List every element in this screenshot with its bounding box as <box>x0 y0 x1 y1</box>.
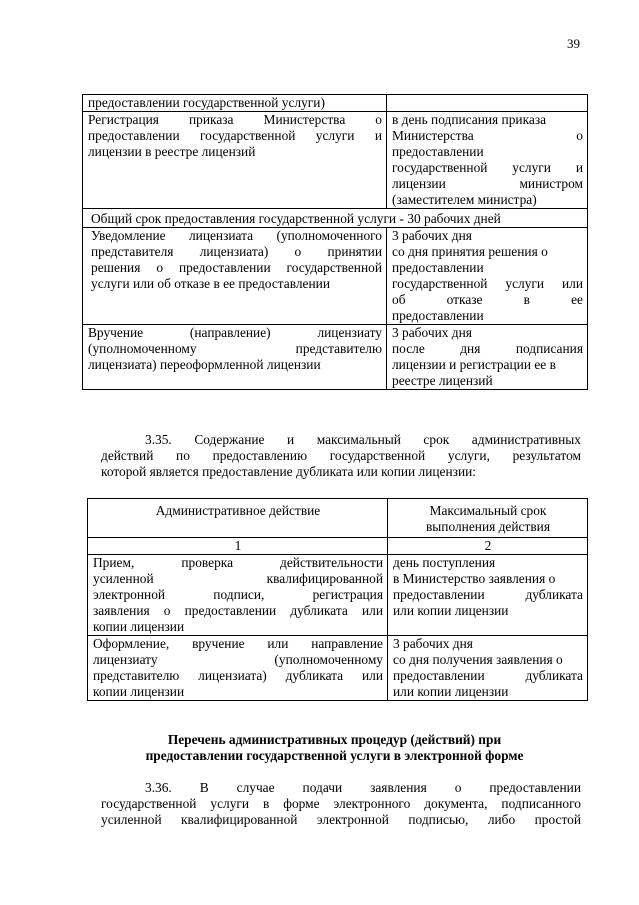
table-row <box>83 95 588 112</box>
table-row <box>83 209 588 228</box>
table-number-row <box>88 538 588 555</box>
table-cell: 3 рабочих дня после дня подписания лицензии и регистрации ее в реестре лицензий <box>387 325 588 390</box>
page-number: 39 <box>567 36 580 51</box>
table-cell: предоставлении государственной услуги) <box>83 95 387 112</box>
table-cell: Регистрация приказа Министерства о предоставлении государственной услуги и лицензии в реестре лицензий <box>83 112 387 209</box>
table-row <box>88 636 588 701</box>
table-row <box>83 112 588 209</box>
table-header-row <box>88 499 588 538</box>
section-heading: Перечень административных процедур (действий) при предоставлении государственной услуги в электронной форме <box>145 732 524 763</box>
table-row <box>83 228 588 325</box>
table-cell <box>387 95 588 112</box>
table-cell: Вручение (направление) лицензиату (уполномоченному представителю лицензиата) переоформленной лицензии <box>83 325 387 390</box>
license-procedures-table <box>82 94 588 390</box>
duplicate-license-table <box>87 498 588 701</box>
paragraph-3-35: 3.35. Содержание и максимальный срок административных действий по предоставлению государственной услуги, результатом которой является предоставление дубликата или копии лицензии: <box>101 432 581 479</box>
table-cell: в день подписания приказа Министерства о предоставлении государственной услуги и лицензии министром (заместителем министра) <box>387 112 588 209</box>
total-term-cell: Общий срок предоставления государственной услуги - 30 рабочих дней <box>83 209 588 228</box>
table-cell: Прием, проверка действительности усиленной квалифицированной электронной подписи, регистрация заявления о предоставлении дубликата или копии лицензии <box>88 555 388 636</box>
table-cell: Уведомление лицензиата (уполномоченного представителя лицензиата) о принятии решения о предоставлении государственной услуги или об отказе в ее предоставлении <box>83 228 387 325</box>
table-cell: 3 рабочих дня со дня получения заявления о предоставлении дубликата или копии лицензии <box>388 636 588 701</box>
column-header-term: Максимальный срок выполнения действия <box>388 499 588 538</box>
column-header-action: Административное действие <box>88 499 388 538</box>
table-cell: Оформление, вручение или направление лицензиату (уполномоченному представителю лицензиата) дубликата или копии лицензии <box>88 636 388 701</box>
paragraph-3-36: 3.36. В случае подачи заявления о предоставлении государственной услуги в форме электронного документа, подписанного усиленной квалифицированной электронной подписью, либо простой <box>101 780 581 827</box>
table-row <box>88 555 588 636</box>
column-number: 1 <box>88 538 388 555</box>
table-row <box>83 325 588 390</box>
table-cell: 3 рабочих дня со дня принятия решения о предоставлении государственной услуги или об отказе в ее предоставлении <box>387 228 588 325</box>
table-cell: день поступления в Министерство заявления о предоставлении дубликата или копии лицензии <box>388 555 588 636</box>
column-number: 2 <box>388 538 588 555</box>
